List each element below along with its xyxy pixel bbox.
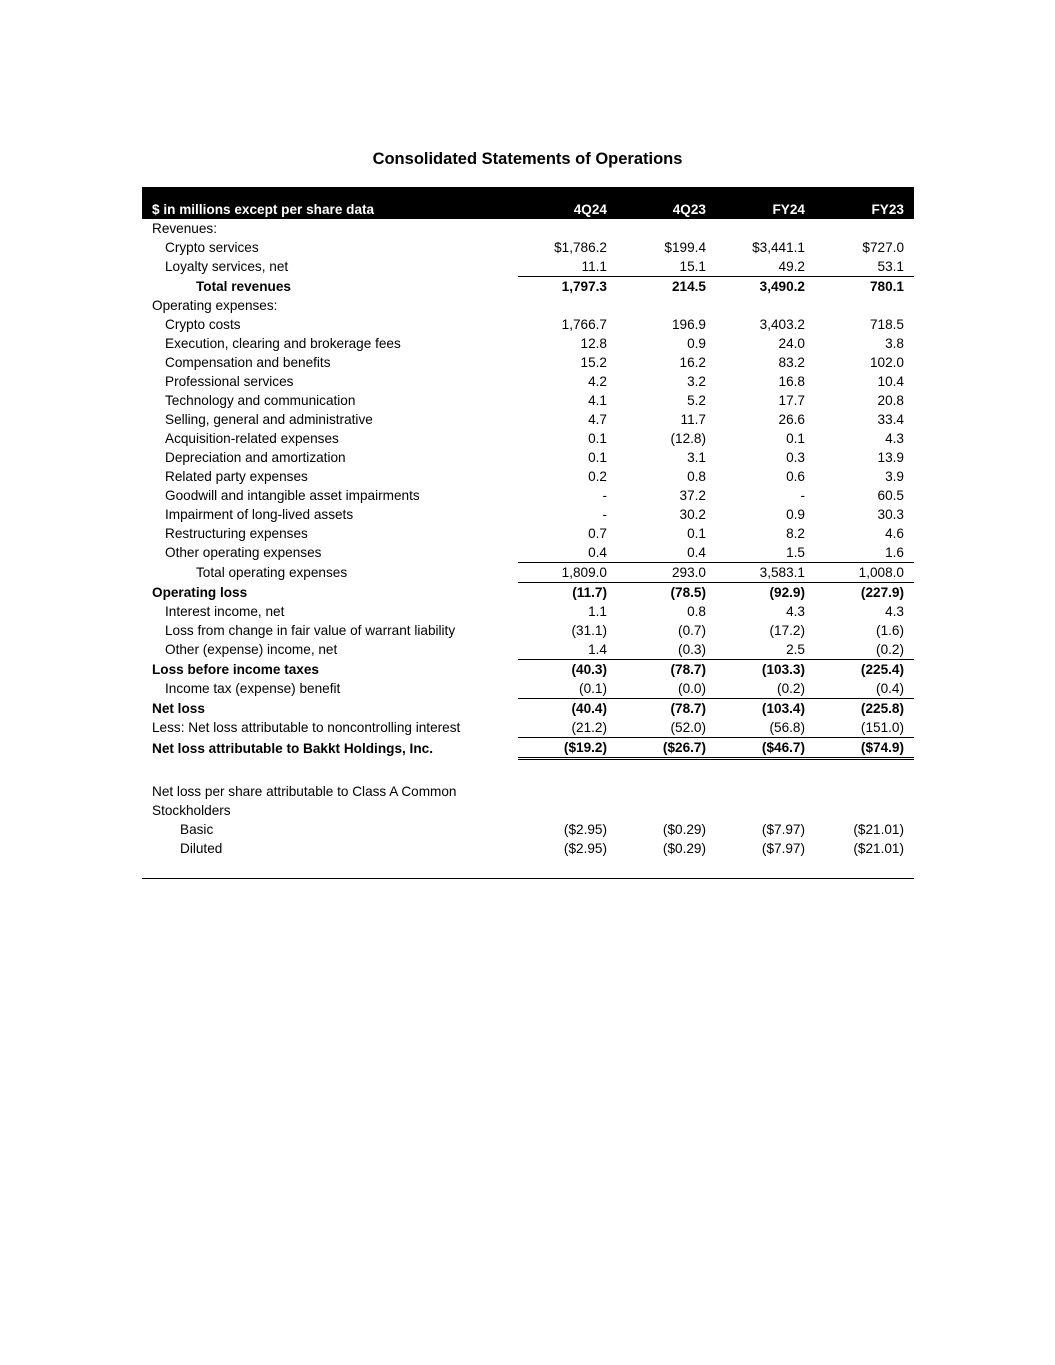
table-row bbox=[142, 448, 914, 467]
value-4q24: 1.4 bbox=[518, 640, 617, 660]
column-header-4q23: 4Q23 bbox=[617, 187, 716, 219]
value-4q23: ($26.7) bbox=[617, 738, 716, 759]
value-fy23: (1.6) bbox=[876, 623, 904, 638]
row-label-loss-before-income-taxes: Loss before income taxes bbox=[152, 661, 319, 677]
per-share-value-fy23: ($21.01) bbox=[853, 841, 904, 856]
value-fy23: (0.4) bbox=[815, 679, 914, 699]
value-fy23: $727.0 bbox=[862, 240, 904, 255]
value-4q23: 3.2 bbox=[687, 374, 706, 389]
table-row bbox=[142, 429, 914, 448]
value-4q24: (11.7) bbox=[572, 585, 607, 600]
value-4q23: 15.1 bbox=[617, 257, 716, 277]
row-label-operating-loss: Operating loss bbox=[152, 584, 248, 600]
value-4q24: 0.1 bbox=[588, 431, 607, 446]
table-row bbox=[142, 486, 914, 505]
value-fy24: 16.8 bbox=[778, 374, 805, 389]
value-fy24: 3,490.2 bbox=[759, 279, 805, 294]
table-row bbox=[142, 738, 914, 759]
value-fy23: 53.1 bbox=[815, 257, 914, 277]
value-fy23: 60.5 bbox=[877, 488, 904, 503]
value-4q24: 0.7 bbox=[588, 526, 607, 541]
row-label-compensation-and-benefits: Compensation and benefits bbox=[165, 355, 331, 370]
value-fy23: 3.9 bbox=[885, 469, 904, 484]
per-share-heading-row bbox=[142, 782, 914, 801]
value-4q24: 4.7 bbox=[588, 412, 607, 427]
value-4q23: 0.8 bbox=[687, 469, 706, 484]
row-label-net-loss-attributable-to-bakkt-holdings-inc: Net loss attributable to Bakkt Holdings, Inc. bbox=[152, 740, 433, 756]
value-fy23: 1.6 bbox=[815, 543, 914, 563]
row-label-other-operating-expenses: Other operating expenses bbox=[165, 545, 322, 561]
value-4q24: 4.2 bbox=[588, 374, 607, 389]
value-fy24: 24.0 bbox=[778, 336, 805, 351]
per-share-label-diluted: Diluted bbox=[180, 841, 223, 856]
table-row bbox=[142, 718, 914, 738]
value-fy23: ($74.9) bbox=[815, 738, 914, 759]
value-4q23: (78.5) bbox=[670, 585, 706, 600]
value-fy24: $3,441.1 bbox=[752, 240, 805, 255]
value-fy24: 3,403.2 bbox=[759, 317, 805, 332]
value-fy23: 718.5 bbox=[869, 317, 904, 332]
row-label-execution-clearing-and-brokerage-fees: Execution, clearing and brokerage fees bbox=[165, 336, 401, 351]
column-header-fy24: FY24 bbox=[716, 187, 815, 219]
value-4q24: 4.1 bbox=[588, 393, 607, 408]
value-4q23: 0.1 bbox=[687, 526, 706, 541]
row-label-depreciation-and-amortization: Depreciation and amortization bbox=[165, 450, 346, 465]
value-fy24: 0.9 bbox=[786, 507, 805, 522]
per-share-value-fy23: ($21.01) bbox=[853, 822, 904, 837]
value-fy23: 33.4 bbox=[877, 412, 904, 427]
value-4q23: 0.4 bbox=[617, 543, 716, 563]
row-label-selling-general-and-administrative: Selling, general and administrative bbox=[165, 412, 373, 427]
value-fy23: 102.0 bbox=[869, 355, 904, 370]
value-4q24: - bbox=[602, 507, 607, 522]
value-4q24 bbox=[518, 296, 617, 315]
value-4q24: 0.1 bbox=[588, 450, 607, 465]
per-share-value-fy24: ($7.97) bbox=[761, 822, 805, 837]
per-share-row bbox=[142, 820, 914, 839]
table-row bbox=[142, 563, 914, 583]
row-label-related-party-expenses: Related party expenses bbox=[165, 469, 308, 484]
value-4q23: (12.8) bbox=[670, 431, 706, 446]
value-fy23: 3.8 bbox=[885, 336, 904, 351]
value-4q23: (78.7) bbox=[670, 701, 706, 716]
table-row bbox=[142, 353, 914, 372]
value-fy24: (103.4) bbox=[761, 701, 805, 716]
row-label-loyalty-services-net: Loyalty services, net bbox=[165, 259, 289, 275]
table-row bbox=[142, 679, 914, 699]
value-fy24: (0.2) bbox=[716, 679, 815, 699]
table-row bbox=[142, 257, 914, 277]
value-fy24: (56.8) bbox=[716, 718, 815, 738]
value-fy24: (17.2) bbox=[769, 623, 805, 638]
value-4q23: 0.8 bbox=[687, 604, 706, 619]
value-4q24: ($19.2) bbox=[518, 738, 617, 759]
value-fy24 bbox=[716, 296, 815, 315]
value-4q24: (40.3) bbox=[571, 662, 607, 677]
row-label-impairment-of-long-lived-assets: Impairment of long-lived assets bbox=[165, 507, 354, 522]
row-label-total-operating-expenses: Total operating expenses bbox=[196, 565, 348, 580]
value-4q24: 0.4 bbox=[518, 543, 617, 563]
value-4q23: (0.7) bbox=[678, 623, 706, 638]
table-row bbox=[142, 583, 914, 603]
value-4q23: 0.9 bbox=[687, 336, 706, 351]
value-fy23: (151.0) bbox=[815, 718, 914, 738]
value-4q24: (40.4) bbox=[571, 701, 607, 716]
table-row bbox=[142, 543, 914, 563]
value-4q23: 293.0 bbox=[617, 563, 716, 583]
value-4q24 bbox=[518, 219, 617, 238]
value-fy23: 4.6 bbox=[885, 526, 904, 541]
row-label-other-expense-income-net: Other (expense) income, net bbox=[165, 642, 338, 658]
value-fy24: 0.6 bbox=[786, 469, 805, 484]
spacer-row bbox=[142, 759, 914, 783]
value-fy23: 1,008.0 bbox=[815, 563, 914, 583]
value-4q23: (78.7) bbox=[670, 662, 706, 677]
value-4q24: - bbox=[602, 488, 607, 503]
value-4q23: (0.3) bbox=[617, 640, 716, 660]
row-label-operating-expenses: Operating expenses: bbox=[152, 298, 278, 313]
header-label: $ in millions except per share data bbox=[142, 187, 518, 219]
value-fy23: (225.8) bbox=[860, 701, 904, 716]
value-4q24: (0.1) bbox=[518, 679, 617, 699]
header-row bbox=[142, 187, 914, 219]
table-row bbox=[142, 238, 914, 257]
value-4q23: (52.0) bbox=[617, 718, 716, 738]
row-label-professional-services: Professional services bbox=[165, 374, 294, 389]
value-fy23: 10.4 bbox=[877, 374, 904, 389]
value-fy23: 13.9 bbox=[877, 450, 904, 465]
value-4q24: 1,766.7 bbox=[561, 317, 607, 332]
per-share-value-4q24: ($2.95) bbox=[563, 841, 607, 856]
value-fy24: 49.2 bbox=[716, 257, 815, 277]
per-share-heading-line2: Stockholders bbox=[152, 803, 231, 818]
value-4q24: 1,809.0 bbox=[518, 563, 617, 583]
value-4q24: $1,786.2 bbox=[554, 240, 607, 255]
row-label-net-loss: Net loss bbox=[152, 700, 205, 716]
value-4q24: (21.2) bbox=[518, 718, 617, 738]
value-fy24: (103.3) bbox=[761, 662, 805, 677]
value-fy24: 0.3 bbox=[786, 450, 805, 465]
value-fy24 bbox=[716, 219, 815, 238]
table-row bbox=[142, 640, 914, 660]
table-row bbox=[142, 372, 914, 391]
value-fy23: (0.2) bbox=[815, 640, 914, 660]
value-fy23 bbox=[815, 219, 914, 238]
value-fy23: 4.3 bbox=[885, 604, 904, 619]
value-4q23: 214.5 bbox=[671, 279, 706, 294]
row-label-less-net-loss-attributable-to-noncontrolling-interest: Less: Net loss attributable to noncontrolling interest bbox=[152, 720, 461, 736]
value-fy24: 83.2 bbox=[778, 355, 805, 370]
table-bottom-rule bbox=[142, 858, 914, 879]
table-row bbox=[142, 602, 914, 621]
value-fy24: (92.9) bbox=[769, 585, 805, 600]
value-fy24: - bbox=[800, 488, 805, 503]
row-label-acquisition-related-expenses: Acquisition-related expenses bbox=[165, 431, 339, 446]
row-label-revenues: Revenues: bbox=[152, 221, 217, 236]
table-row bbox=[142, 524, 914, 543]
table-row bbox=[142, 315, 914, 334]
table-row bbox=[142, 277, 914, 297]
value-4q24: 1,797.3 bbox=[561, 279, 607, 294]
row-label-restructuring-expenses: Restructuring expenses bbox=[165, 526, 308, 541]
table-row bbox=[142, 334, 914, 353]
value-fy24: 4.3 bbox=[786, 604, 805, 619]
row-label-crypto-services: Crypto services bbox=[165, 240, 259, 255]
value-fy24: ($46.7) bbox=[716, 738, 815, 759]
per-share-value-4q24: ($2.95) bbox=[563, 822, 607, 837]
value-4q24: 11.1 bbox=[518, 257, 617, 277]
value-4q23: 5.2 bbox=[687, 393, 706, 408]
value-4q23: (0.0) bbox=[617, 679, 716, 699]
per-share-heading-row bbox=[142, 801, 914, 820]
statement-rows bbox=[142, 219, 914, 759]
value-fy23: (225.4) bbox=[860, 662, 904, 677]
value-fy23: (227.9) bbox=[860, 585, 904, 600]
per-share-row bbox=[142, 839, 914, 858]
table-row bbox=[142, 699, 914, 719]
value-4q24: (31.1) bbox=[571, 623, 607, 638]
value-fy24: 26.6 bbox=[778, 412, 805, 427]
value-fy23: 20.8 bbox=[877, 393, 904, 408]
row-label-technology-and-communication: Technology and communication bbox=[165, 393, 356, 408]
column-header-fy23: FY23 bbox=[815, 187, 914, 219]
value-4q23: 16.2 bbox=[679, 355, 706, 370]
value-4q23: 196.9 bbox=[671, 317, 706, 332]
value-4q24: 1.1 bbox=[588, 604, 607, 619]
table-row bbox=[142, 410, 914, 429]
value-fy23: 4.3 bbox=[885, 431, 904, 446]
row-label-income-tax-expense-benefit: Income tax (expense) benefit bbox=[165, 681, 341, 697]
value-4q23 bbox=[617, 296, 716, 315]
value-fy24: 1.5 bbox=[716, 543, 815, 563]
value-fy24: 3,583.1 bbox=[716, 563, 815, 583]
table-row bbox=[142, 505, 914, 524]
value-4q24: 12.8 bbox=[580, 336, 607, 351]
column-header-4q24: 4Q24 bbox=[518, 187, 617, 219]
statement-table bbox=[142, 187, 914, 879]
value-4q23: 11.7 bbox=[680, 412, 706, 427]
per-share-value-4q23: ($0.29) bbox=[662, 841, 706, 856]
per-share-section bbox=[142, 759, 914, 879]
table-row bbox=[142, 296, 914, 315]
row-label-goodwill-and-intangible-asset-impairments: Goodwill and intangible asset impairments bbox=[165, 488, 420, 503]
value-4q24: 0.2 bbox=[588, 469, 607, 484]
value-fy24: 8.2 bbox=[786, 526, 805, 541]
per-share-heading-line1: Net loss per share attributable to Class A Common bbox=[152, 784, 457, 799]
row-label-loss-from-change-in-fair-value-of-warrant-liability: Loss from change in fair value of warrant liability bbox=[165, 623, 456, 638]
value-4q23: $199.4 bbox=[664, 240, 706, 255]
value-fy23 bbox=[815, 296, 914, 315]
row-label-crypto-costs: Crypto costs bbox=[165, 317, 241, 332]
value-fy24: 17.7 bbox=[778, 393, 805, 408]
value-4q23 bbox=[617, 219, 716, 238]
per-share-label-basic: Basic bbox=[180, 822, 214, 837]
value-fy24: 0.1 bbox=[786, 431, 805, 446]
table-row bbox=[142, 219, 914, 238]
row-label-interest-income-net: Interest income, net bbox=[165, 604, 285, 619]
table-row bbox=[142, 391, 914, 410]
per-share-value-fy24: ($7.97) bbox=[761, 841, 805, 856]
value-fy24: 2.5 bbox=[716, 640, 815, 660]
row-label-total-revenues: Total revenues bbox=[196, 278, 291, 294]
value-fy23: 780.1 bbox=[869, 279, 904, 294]
value-4q23: 37.2 bbox=[679, 488, 706, 503]
statement-title: Consolidated Statements of Operations bbox=[372, 150, 683, 168]
per-share-value-4q23: ($0.29) bbox=[662, 822, 706, 837]
value-fy23: 30.3 bbox=[877, 507, 904, 522]
table-row bbox=[142, 660, 914, 680]
value-4q23: 30.2 bbox=[679, 507, 706, 522]
value-4q24: 15.2 bbox=[580, 355, 607, 370]
table-row bbox=[142, 621, 914, 640]
table-row bbox=[142, 467, 914, 486]
value-4q23: 3.1 bbox=[687, 450, 706, 465]
